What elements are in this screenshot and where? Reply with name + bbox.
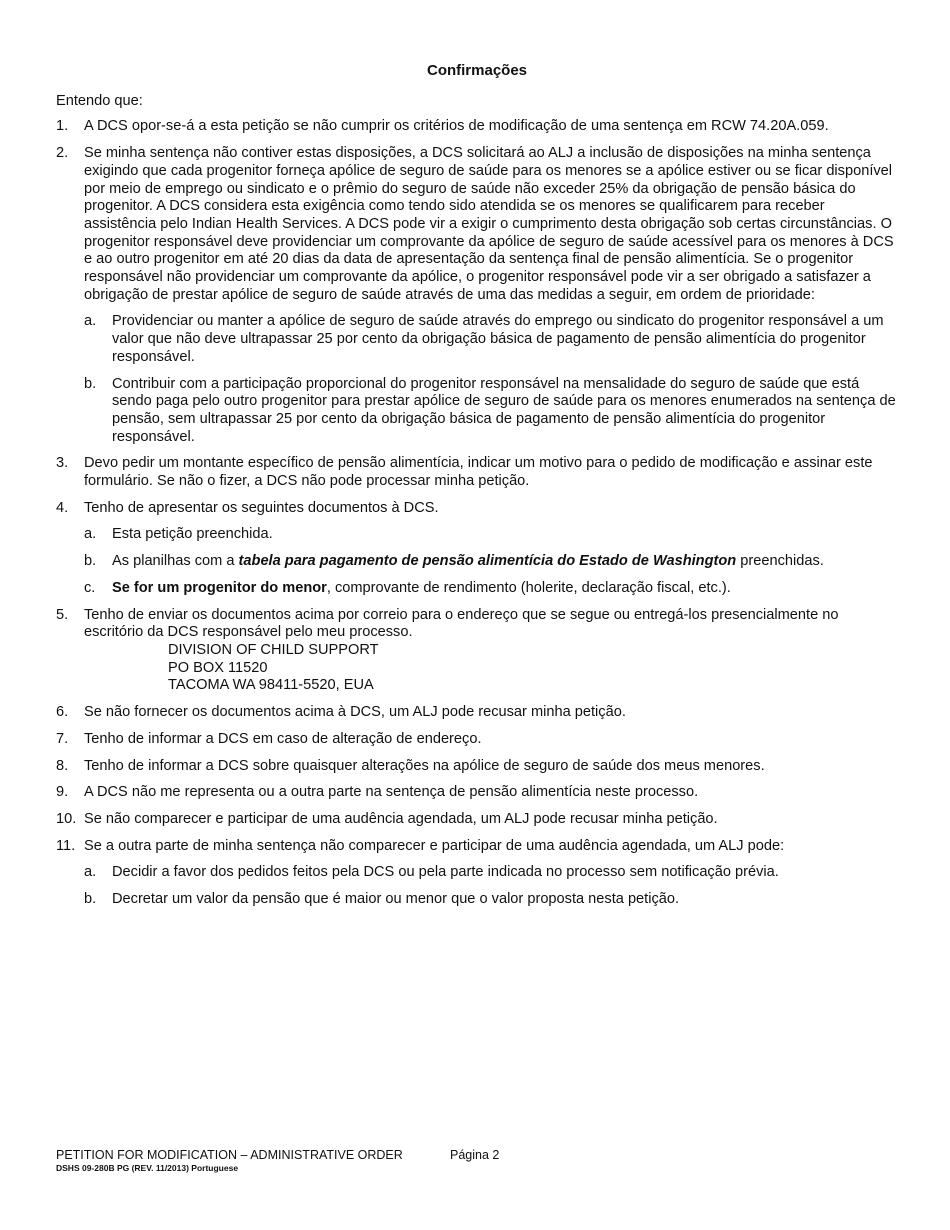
item-number: 3. bbox=[56, 455, 69, 472]
item-text: Providenciar ou manter a apólice de seguro de saúde através do emprego ou sindicato do progenitor responsável a um valor que não deve ultrapassar 25 por cento da obrigação básica de pagamento de pensão alimentícia do progenitor responsável. bbox=[112, 313, 884, 365]
list-item-4a bbox=[56, 526, 898, 544]
list-item-9 bbox=[56, 784, 898, 802]
item-text: Se não comparecer e participar de uma audência agendada, um ALJ pode recusar minha petição. bbox=[84, 810, 718, 827]
item-text: Tenho de informar a DCS em caso de alteração de endereço. bbox=[84, 730, 482, 747]
list-item-3 bbox=[56, 455, 898, 490]
item-number: 6. bbox=[56, 704, 69, 721]
item-letter: b. bbox=[84, 891, 97, 908]
item-text: Decretar um valor da pensão que é maior ou menor que o valor proposta nesta petição. bbox=[112, 891, 680, 908]
item-number: 1. bbox=[56, 118, 69, 135]
address-line: TACOMA WA 98411-5520, EUA bbox=[168, 677, 374, 694]
list-item-7 bbox=[56, 731, 898, 749]
document-body bbox=[56, 62, 898, 918]
item-text: A DCS opor-se-á a esta petição se não cumprir os critérios de modificação de uma sentença em RCW 74.20A.059. bbox=[84, 118, 829, 135]
item-text: Tenho de apresentar os seguintes documentos à DCS. bbox=[84, 499, 439, 516]
footer-page-number: Página 2 bbox=[450, 1148, 500, 1162]
item-number: 5. bbox=[56, 606, 69, 623]
item-text: Contribuir com a participação proporcional do progenitor responsável na mensalidade do seguro de saúde que está sendo paga pelo outro progenitor para prestar apólice de seguro de saúde para os menores enumerados na sentença de pensão, sem ultrapassar 25 por cento da obrigação básica de pagamento de pensão alimentícia do progenitor responsável. bbox=[112, 375, 896, 445]
item-number: 9. bbox=[56, 784, 69, 801]
page-footer bbox=[56, 1148, 500, 1173]
item-number: 8. bbox=[56, 757, 69, 774]
list-item-1 bbox=[56, 118, 898, 136]
address-line: DIVISION OF CHILD SUPPORT bbox=[168, 641, 379, 658]
item-letter: c. bbox=[84, 579, 96, 596]
mailing-address bbox=[84, 642, 898, 695]
page-title: Confirmações bbox=[426, 62, 528, 79]
item-text: Tenho de informar a DCS sobre quaisquer alterações na apólice de seguro de saúde dos meus menores. bbox=[84, 757, 765, 774]
list-item-2a bbox=[56, 313, 898, 366]
item-text: Esta petição preenchida. bbox=[112, 526, 273, 543]
item-text: A DCS não me representa ou a outra parte na sentença de pensão alimentícia neste processo. bbox=[84, 784, 699, 801]
item-letter: a. bbox=[84, 864, 97, 881]
item-text-strong: Se for um progenitor do menor bbox=[112, 579, 327, 596]
list-item-4b bbox=[56, 553, 898, 571]
list-item-2b bbox=[56, 376, 898, 447]
item-text-post: preenchidas. bbox=[736, 553, 824, 570]
footer-form-id: DSHS 09-280B PG (REV. 11/2013) Portuguese bbox=[56, 1163, 239, 1173]
list-item-2 bbox=[56, 145, 898, 304]
address-line: PO BOX 11520 bbox=[168, 659, 268, 676]
list-item-4c bbox=[56, 580, 898, 598]
list-item-4 bbox=[56, 500, 898, 518]
item-number: 11. bbox=[56, 837, 76, 854]
footer-form-title: PETITION FOR MODIFICATION – ADMINISTRATIVE ORDER bbox=[56, 1148, 403, 1162]
item-text: Se não fornecer os documentos acima à DCS, um ALJ pode recusar minha petição. bbox=[84, 704, 626, 721]
item-letter: a. bbox=[84, 526, 97, 543]
list-item-5 bbox=[56, 607, 898, 696]
list-item-10 bbox=[56, 811, 898, 829]
item-letter: b. bbox=[84, 553, 97, 570]
item-text: Se minha sentença não contiver estas disposições, a DCS solicitará ao ALJ a inclusão de disposições na minha sentença exigindo que cada progenitor forneça apólice de seguro de saúde para os menores se a apólice estiver ou se ficar disponível por meio de emprego ou sindicato e o prêmio do seguro de saúde não exceder 25% da obrigação de pensão básica do progenitor. A DCS considera esta exigência como tendo sido atendida se os menores se qualificarem para receber assistência pelo Indian Health Services. A DCS pode vir a exigir o cumprimento desta obrigação sob certas circunstâncias. O progenitor responsável deve providenciar um comprovante da apólice de seguro de saúde acessível para os menores à DCS e ao outro progenitor em até 20 dias da data de apresentação da sentença final de pensão alimentícia. Se o progenitor responsável não providenciar um comprovante da apólice, o progenitor responsável pode vir a ser obrigado a satisfazer a obrigação de prestar apólice de seguro de saúde através de uma das medidas a seguir, em ordem de prioridade: bbox=[84, 145, 894, 303]
item-letter: a. bbox=[84, 313, 97, 330]
item-text: Decidir a favor dos pedidos feitos pela DCS ou pela parte indicada no processo sem notificação prévia. bbox=[112, 864, 779, 881]
item-number: 7. bbox=[56, 730, 69, 747]
item-text: Devo pedir um montante específico de pensão alimentícia, indicar um motivo para o pedido de modificação e assinar este formulário. Se não o fizer, a DCS não pode processar minha petição. bbox=[84, 455, 873, 490]
intro-text: Entendo que: bbox=[56, 92, 143, 109]
item-text: Se a outra parte de minha sentença não comparecer e participar de uma audência agendada, um ALJ pode: bbox=[84, 837, 785, 854]
item-text-pre: As planilhas com a bbox=[112, 553, 239, 570]
item-number: 2. bbox=[56, 145, 69, 162]
worksheet-table-title: tabela para pagamento de pensão alimentícia do Estado de Washington bbox=[238, 553, 737, 570]
list-item-6 bbox=[56, 704, 898, 722]
list-item-11a bbox=[56, 864, 898, 882]
list-item-11b bbox=[56, 891, 898, 909]
list-item-8 bbox=[56, 758, 898, 776]
item-letter: b. bbox=[84, 375, 97, 392]
item-number: 4. bbox=[56, 499, 69, 516]
item-number: 10. bbox=[56, 810, 77, 827]
item-text: Tenho de enviar os documentos acima por correio para o endereço que se segue ou entregá-los presencialmente no escritório da DCS responsável pelo meu processo. bbox=[84, 606, 839, 641]
item-text-post: , comprovante de rendimento (holerite, declaração fiscal, etc.). bbox=[326, 579, 731, 596]
list-item-11 bbox=[56, 838, 898, 856]
